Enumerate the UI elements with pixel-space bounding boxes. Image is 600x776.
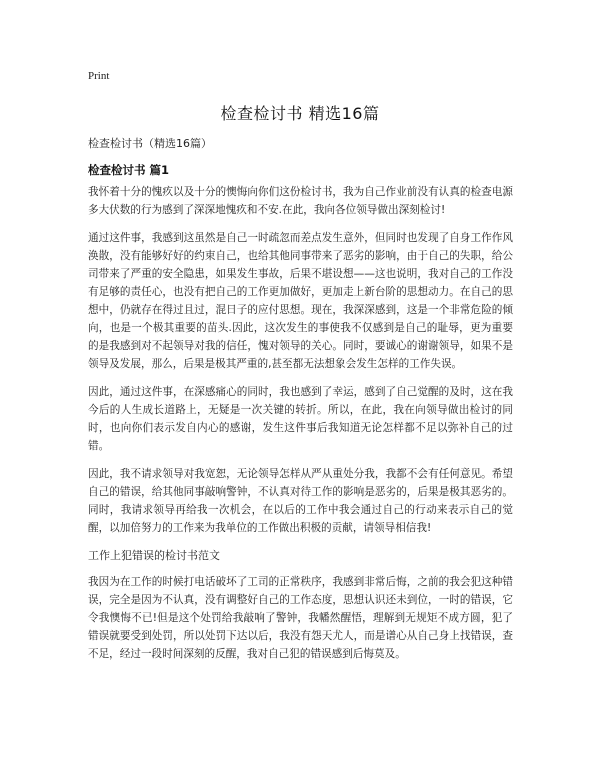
paragraph-1: 我怀着十分的愧疚以及十分的懊悔向你们这份检讨书，我为自己作业前没有认真的检查电源多大伏数的行为感到了深深地愧疚和不安.在此，我向各位领导做出深刻检讨! [88,186,513,216]
print-label: Print [88,70,110,82]
page-title: 检查检讨书 精选16篇 [220,104,380,123]
section-heading-2: 工作上犯错误的检讨书范文 [88,549,220,562]
document-subtitle: 检查检讨书（精选16篇） [88,137,212,150]
paragraph-3: 因此，通过这件事，在深感痛心的同时，我也感到了幸运，感到了自己觉醒的及时，这在我今后的人生成长道路上，无疑是一次关键的转折。所以，在此，我在向领导做出检讨的同时，也向你们表示发自内心的感谢，发生这件事后我知道无论怎样都不足以弥补自己的过错。 [88,386,513,452]
paragraph-4: 因此，我不请求领导对我宽恕，无论领导怎样从严从重处分我，我都不会有任何意见。希望自己的错误，给其他同事敲响警钟，不认真对待工作的影响是恶劣的，后果是极其恶劣的。同时，我请求领导再给我一次机会，在以后的工作中我会通过自己的行动来表示自己的觉醒，以加倍努力的工作来为我单位的工作做出积极的贡献，请领导相信我! [88,468,513,534]
paragraph-5: 我因为在工作的时候打电话破坏了工司的正常秩序，我感到非常后悔，之前的我会犯这种错误，完全是因为不认真，没有调整好自己的工作态度，思想认识还未到位，一时的错误，它令我懊悔不已!但是这个处罚给我敲响了警钟，我幡然醒悟，理解到无规矩不成方圆，犯了错误就要受到处罚，所以处罚下达以后，我没有怨天尤人，而是谱心从自己身上找错误，查不足，经过一段时间深刻的反醒，我对自己犯的错误感到后悔莫及。 [88,576,513,660]
paragraph-2: 通过这件事，我感到这虽然是自己一时疏忽而差点发生意外，但同时也发现了自身工作作风涣散，没有能够好好的约束自己，也给其他同事带来了恶劣的影响，由于自己的失职，给公司带来了严重的安全隐患，如果发生事故，后果不堪设想——这也说明，我对自己的工作没有足够的责任心，也没有把自己的工作更加做好，更加走上新台阶的思想动力。在自己的思想中，仍就存在得过且过，混日子的应付思想。现在，我深深感到，这是一个非常危险的倾向，也是一个极其重要的苗头.因此，这次发生的事使我不仅感到是自己的耻辱，更为重要的是我感到对不起领导对我的信任，愧对领导的关心。同时，要诚心的谢谢领导，如果不是领导及发展，那么，后果是极其严重的,甚至都无法想象会发生怎样的工作失误。 [88,232,513,370]
section-heading-1: 检查检讨书 篇1 [88,163,170,177]
